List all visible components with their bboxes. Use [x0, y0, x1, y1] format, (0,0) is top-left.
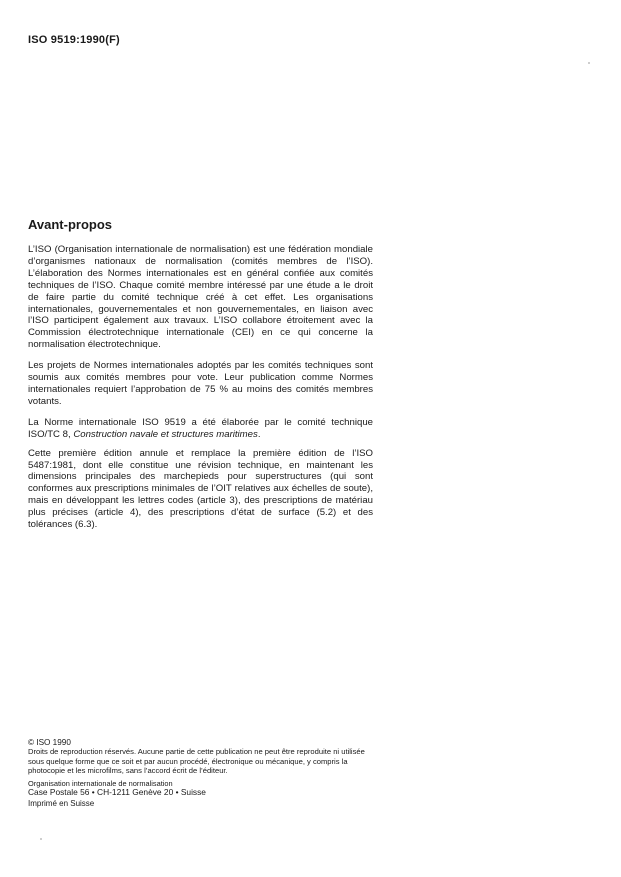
rights-notice: Droits de reproduction réservés. Aucune partie de cette publication ne peut être reproduite ni utilisée sous quelque forme que ce soit et par aucun procédé, électronique ou mécanique, y compris la photocopie et les microfilms, sans l’accord écrit de l’éditeur.	[28, 747, 365, 776]
committee-title: Construction navale et structures maritimes	[73, 428, 258, 440]
foreword-body	[28, 244, 373, 540]
postal-address: Case Postale 56 • CH-1211 Genève 20 • Suisse	[28, 787, 206, 798]
elaboration-text: La Norme internationale ISO 9519 a été élaborée par le comité technique ISO/TC 8,	[28, 416, 373, 440]
copyright-line: © ISO 1990	[28, 738, 71, 747]
scan-speck	[588, 62, 590, 64]
paragraph-voting: Les projets de Normes internationales adoptés par les comités techniques sont soumis aux comités membres pour vote. Leur publication comme Normes internationales requiert l’approbation de 75 % au moins des comités membres votants.	[28, 360, 373, 407]
elaboration-end: .	[257, 428, 261, 440]
copyright-footer	[28, 738, 378, 809]
section-title: Avant-propos	[28, 217, 113, 232]
paragraph-edition: Cette première édition annule et remplace la première édition de l’ISO 5487:1981, dont elle constitue une révision technique, en maintenant les dimensions principales des marchepieds pour superstructures (qui sont conformes aux prescriptions minimales de l’OIT relatives aux échelles de soute), mais en développant les lettres codes (article 3), des prescriptions de matériau plus précises (article 4), des prescriptions d’état de surface (5.2) et des tolérances (6.3).	[28, 447, 373, 531]
organization-name: Organisation internationale de normalisation	[28, 778, 173, 788]
document-id: ISO 9519:1990(F)	[28, 34, 120, 46]
printed-in: Imprimé en Suisse	[28, 799, 95, 809]
scan-speck	[40, 838, 42, 840]
paragraph-elaboration	[28, 417, 373, 441]
paragraph-iso-description: L’ISO (Organisation internationale de normalisation) est une fédération mondiale d’organismes nationaux de normalisation (comités membres de l’ISO). L’élaboration des Normes internationales est en général confiée aux comités techniques de l’ISO. Chaque comité membre intéressé par une étude a le droit de faire partie du comité technique créé à cet effet. Les organisations internationales, gouvernementales et non gouvernementales, en liaison avec l’ISO participent également aux travaux. L’ISO collabore étroitement avec la Commission électrotechnique internationale (CEI) en ce qui concerne la normalisation électrotechnique.	[28, 244, 373, 351]
